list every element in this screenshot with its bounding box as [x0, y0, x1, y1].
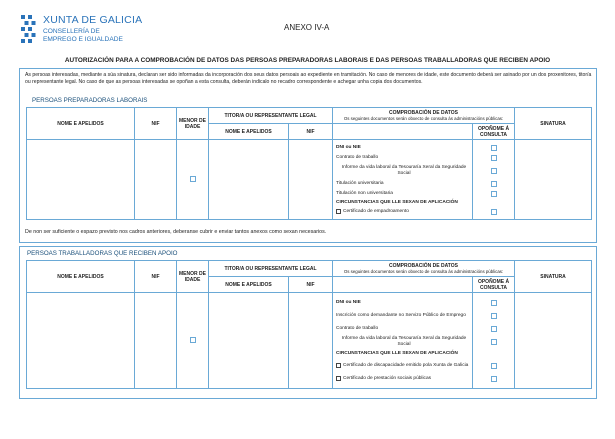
org-name: XUNTA DE GALICIA — [43, 14, 143, 26]
oppose-checkbox[interactable] — [491, 376, 497, 382]
signature-cell[interactable] — [515, 140, 592, 220]
col-oppose-header: OPOÑOME Á CONSULTA — [473, 277, 515, 293]
col-name-header: NOME E APELIDOS — [27, 108, 135, 140]
table-row — [27, 140, 592, 220]
col-guardian-header: TITOR/A OU REPRESENTANTE LEGAL — [209, 261, 333, 277]
col-signature-header: SINATURA — [515, 261, 592, 293]
circumstance-item — [333, 207, 472, 217]
circumstance-checkbox[interactable] — [336, 376, 341, 381]
circumstance-item — [333, 374, 472, 384]
oppose-checkbox[interactable] — [491, 326, 497, 332]
oppose-checkbox[interactable] — [491, 155, 497, 161]
col-oppose-header: OPOÑOME Á CONSULTA — [473, 124, 515, 140]
minor-cell — [177, 140, 209, 220]
col-guardian-name-header: NOME E APELIDOS — [209, 277, 289, 293]
circumstances-label: CIRCUNSTANCIAS QUE LLE SEXAN DE APLICACIÓN — [336, 350, 458, 356]
check-description: Os seguintes documentos serán obxecto de consulta ás administracións públicas: — [343, 116, 504, 121]
guardian-nif-cell[interactable] — [289, 293, 333, 389]
circumstance-item — [333, 358, 472, 374]
circumstance-label: Certificado de empadroamento — [343, 208, 409, 214]
doc-label: Informe da vida laboral da Tesouraría Xeral da Seguridade Social — [341, 164, 467, 176]
check-description: Os seguintes documentos serán obxecto de consulta ás administracións públicas: — [343, 269, 504, 274]
col-nif-header: NIF — [135, 108, 177, 140]
doc-label: DNI ou NIE — [336, 299, 361, 305]
guardian-name-cell[interactable] — [209, 140, 289, 220]
oppose-column — [473, 140, 515, 220]
docs-list — [333, 293, 473, 389]
col-guardian-header: TITOR/A OU REPRESENTANTE LEGAL — [209, 108, 333, 124]
section1-title: PERSOAS PREPARADORAS LABORAIS — [32, 97, 148, 104]
col-signature-header: SINATURA — [515, 108, 592, 140]
circumstance-checkbox[interactable] — [336, 209, 341, 214]
doc-label: Contrato de traballo — [336, 154, 379, 160]
section2-table — [26, 260, 592, 389]
circumstance-label: Certificado de prestación sociais públicas — [343, 375, 432, 381]
oppose-checkbox[interactable] — [491, 145, 497, 151]
minor-checkbox[interactable] — [190, 337, 196, 343]
department-line2: EMPREGO E IGUALDADE — [43, 36, 123, 43]
col-check-header — [333, 108, 515, 124]
name-cell[interactable] — [27, 293, 135, 389]
annex-label: ANEXO IV-A — [284, 23, 330, 32]
oppose-checkbox[interactable] — [491, 339, 497, 345]
col-guardian-nif-header: NIF — [289, 124, 333, 140]
col-guardian-name-header: NOME E APELIDOS — [209, 124, 289, 140]
oppose-column — [473, 293, 515, 389]
section2-title: PERSOAS TRABALLADORAS QUE RECIBEN APOIO — [27, 250, 178, 257]
guardian-name-cell[interactable] — [209, 293, 289, 389]
oppose-checkbox[interactable] — [491, 300, 497, 306]
document-title: AUTORIZACIÓN PARA A COMPROBACIÓN DE DATOS DAS PERSOAS PREPARADORAS LABORAIS E DAS PERSOAS TRABALLADORAS QUE RECIBEN APOIO — [64, 57, 551, 64]
col-nif-header: NIF — [135, 261, 177, 293]
oppose-checkbox[interactable] — [491, 181, 497, 187]
section1-table — [26, 107, 592, 220]
doc-label: Contrato de traballo — [336, 325, 379, 331]
oppose-checkbox[interactable] — [491, 363, 497, 369]
col-name-header: NOME E APELIDOS — [27, 261, 135, 293]
circumstance-checkbox[interactable] — [336, 363, 341, 368]
oppose-checkbox[interactable] — [491, 209, 497, 215]
space-note: De non ser suficiente o espazo previsto nos cadros anteriores, deberanse cubrir e enviar tantos anexos como sexan necesarios. — [25, 229, 327, 235]
name-cell[interactable] — [27, 140, 135, 220]
doc-label: Informe da vida laboral da Tesouraría Xeral da Seguridade Social — [341, 335, 467, 347]
nif-cell[interactable] — [135, 293, 177, 389]
circumstance-label: Certificado de discapacidade emitido pola Xunta de Galicia — [343, 362, 469, 368]
guardian-nif-cell[interactable] — [289, 140, 333, 220]
docs-list — [333, 140, 473, 220]
col-minor-header: MENOR DE IDADE — [177, 261, 209, 293]
minor-checkbox[interactable] — [190, 176, 196, 182]
circumstances-label: CIRCUNSTANCIAS QUE LLE SEXAN DE APLICACIÓN — [336, 199, 458, 205]
xunta-logo — [21, 15, 142, 45]
col-check-header — [333, 261, 515, 277]
col-minor-header: MENOR DE IDADE — [177, 108, 209, 140]
oppose-checkbox[interactable] — [491, 168, 497, 174]
doc-label: Inscrición como demandante no Servizo Público de Emprego — [336, 312, 466, 318]
intro-text: As persoas interesadas, mediante a súa sinatura, declaran ser sido informadas da incorporación dos seus datos persoais ao expediente en tramitación. No caso de menores de idade, este documento deberá ser asinado por un dos proxenitores, titor/a ou representante legal. No caso de que as persoas interesadas se opoñan a esta consulta, deberán indicalo no recadro correspondente e achegar unha copia dos documentos. — [25, 72, 592, 85]
check-title: COMPROBACIÓN DE DATOS — [389, 110, 458, 116]
minor-cell — [177, 293, 209, 389]
doc-label: Titulación universitaria — [336, 180, 384, 186]
oppose-checkbox[interactable] — [491, 313, 497, 319]
oppose-checkbox[interactable] — [491, 191, 497, 197]
check-title: COMPROBACIÓN DE DATOS — [389, 263, 458, 269]
doc-label: DNI ou NIE — [336, 144, 361, 150]
nif-cell[interactable] — [135, 140, 177, 220]
signature-cell[interactable] — [515, 293, 592, 389]
table-row — [27, 293, 592, 389]
department-line1: CONSELLERÍA DE — [43, 28, 100, 35]
col-guardian-nif-header: NIF — [289, 277, 333, 293]
doc-label: Titulación non universitaria — [336, 190, 393, 196]
xunta-emblem-icon — [21, 15, 39, 45]
